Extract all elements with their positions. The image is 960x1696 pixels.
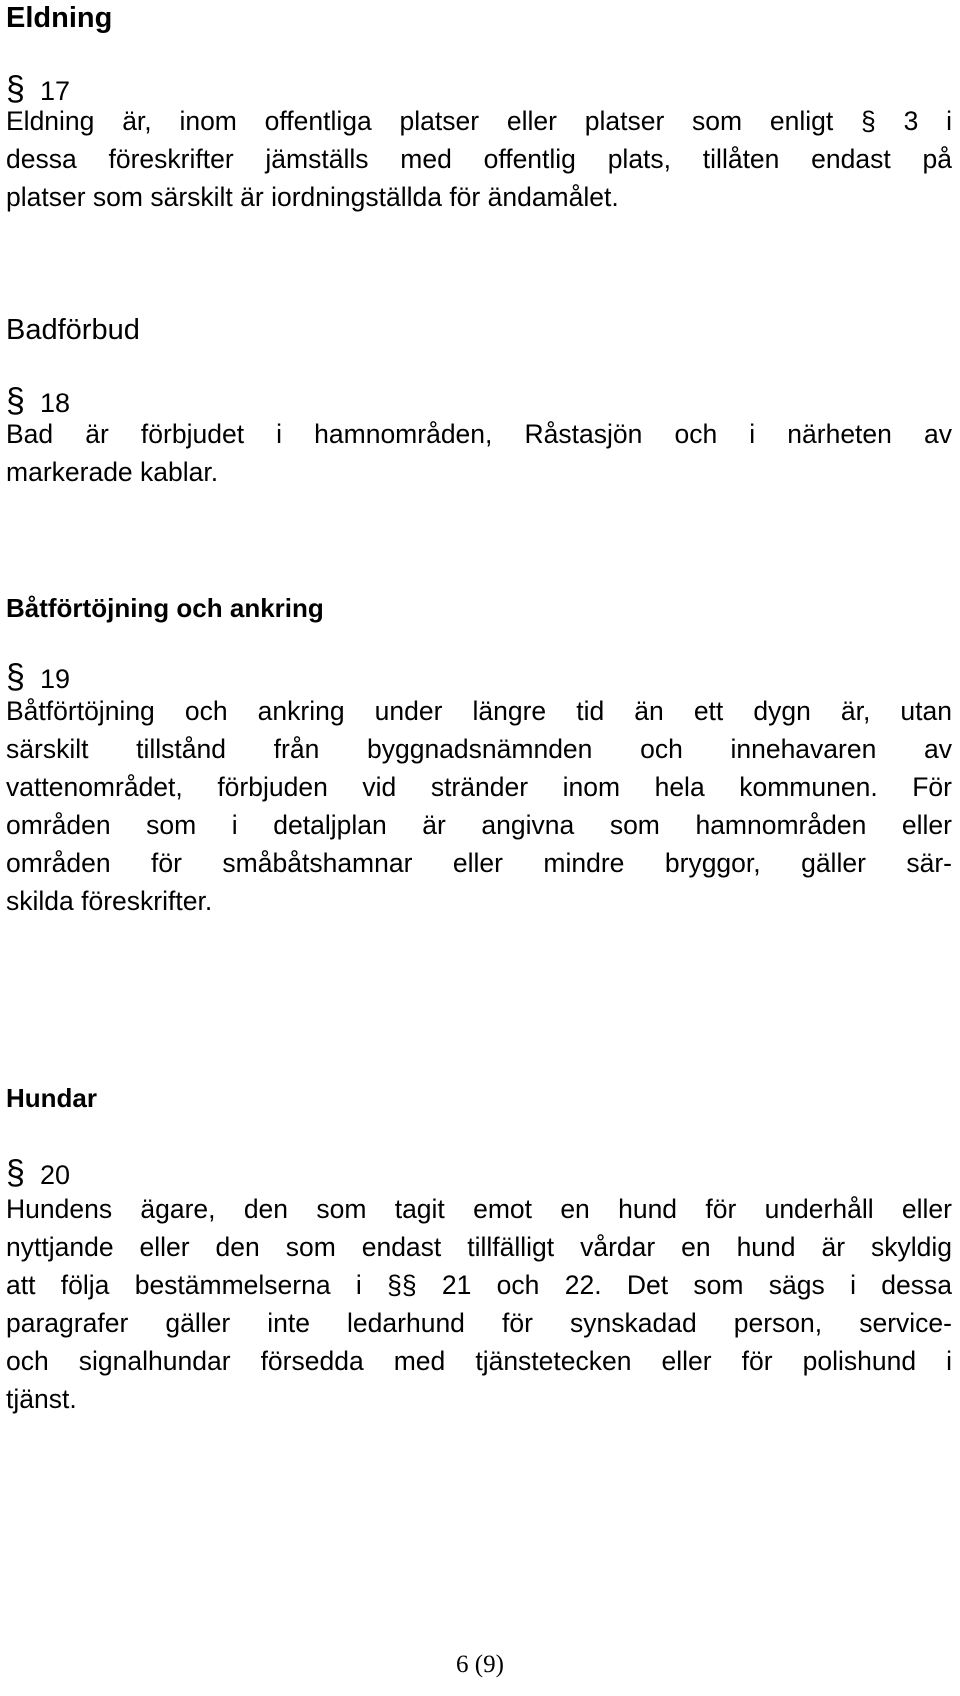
text-line: paragrafer gäller inte ledarhund för synskadad person, service- [6,1308,952,1338]
paragraph-marker-20 [6,1154,70,1194]
paragraph-number: 18 [40,388,71,418]
section-body-hundar [6,1190,952,1418]
paragraph-sign: § [6,658,25,696]
text-line: områden för småbåtshamnar eller mindre bryggor, gäller sär- [6,848,952,878]
text-line: tjänst. [6,1384,77,1414]
text-line: platser som särskilt är iordningställda för ändamålet. [6,182,619,212]
section-heading-badforbud: Badförbud [6,314,140,346]
text-line: dessa föreskrifter jämställs med offentlig plats, tillåten endast på [6,144,952,174]
text-line: markerade kablar. [6,457,219,487]
text-line: nyttjande eller den som endast tillfälligt vårdar en hund är skyldig [6,1232,952,1262]
paragraph-number: 17 [40,76,71,106]
paragraph-sign: § [6,1154,25,1192]
paragraph-number: 19 [40,664,71,694]
text-line: Hundens ägare, den som tagit emot en hund för underhåll eller [6,1194,952,1224]
text-line: vattenområdet, förbjuden vid stränder inom hela kommunen. För [6,772,952,802]
section-heading-batfortojning: Båtförtöjning och ankring [6,593,324,623]
text-line: och signalhundar försedda med tjänstetecken eller för polishund i [6,1346,952,1376]
section-body-eldning [6,102,952,216]
paragraph-number: 20 [40,1160,71,1190]
paragraph-sign: § [6,70,25,108]
section-heading-hundar: Hundar [6,1083,97,1113]
paragraph-sign: § [6,382,25,420]
text-line: Bad är förbjudet i hamnområden, Råstasjön och i närheten av [6,419,952,449]
section-heading-eldning: Eldning [6,2,113,34]
text-line: skilda föreskrifter. [6,886,213,916]
text-line: särskilt tillstånd från byggnadsnämnden och innehavaren av [6,734,952,764]
text-line: Eldning är, inom offentliga platser eller platser som enligt § 3 i [6,106,952,136]
section-body-badforbud [6,415,952,491]
text-line: områden som i detaljplan är angivna som hamnområden eller [6,810,952,840]
section-body-batfortojning [6,692,952,920]
page-number: 6 (9) [456,1651,504,1678]
text-line: Båtförtöjning och ankring under längre tid än ett dygn är, utan [6,696,952,726]
text-line: att följa bestämmelserna i §§ 21 och 22. Det som sägs i dessa [6,1270,952,1300]
